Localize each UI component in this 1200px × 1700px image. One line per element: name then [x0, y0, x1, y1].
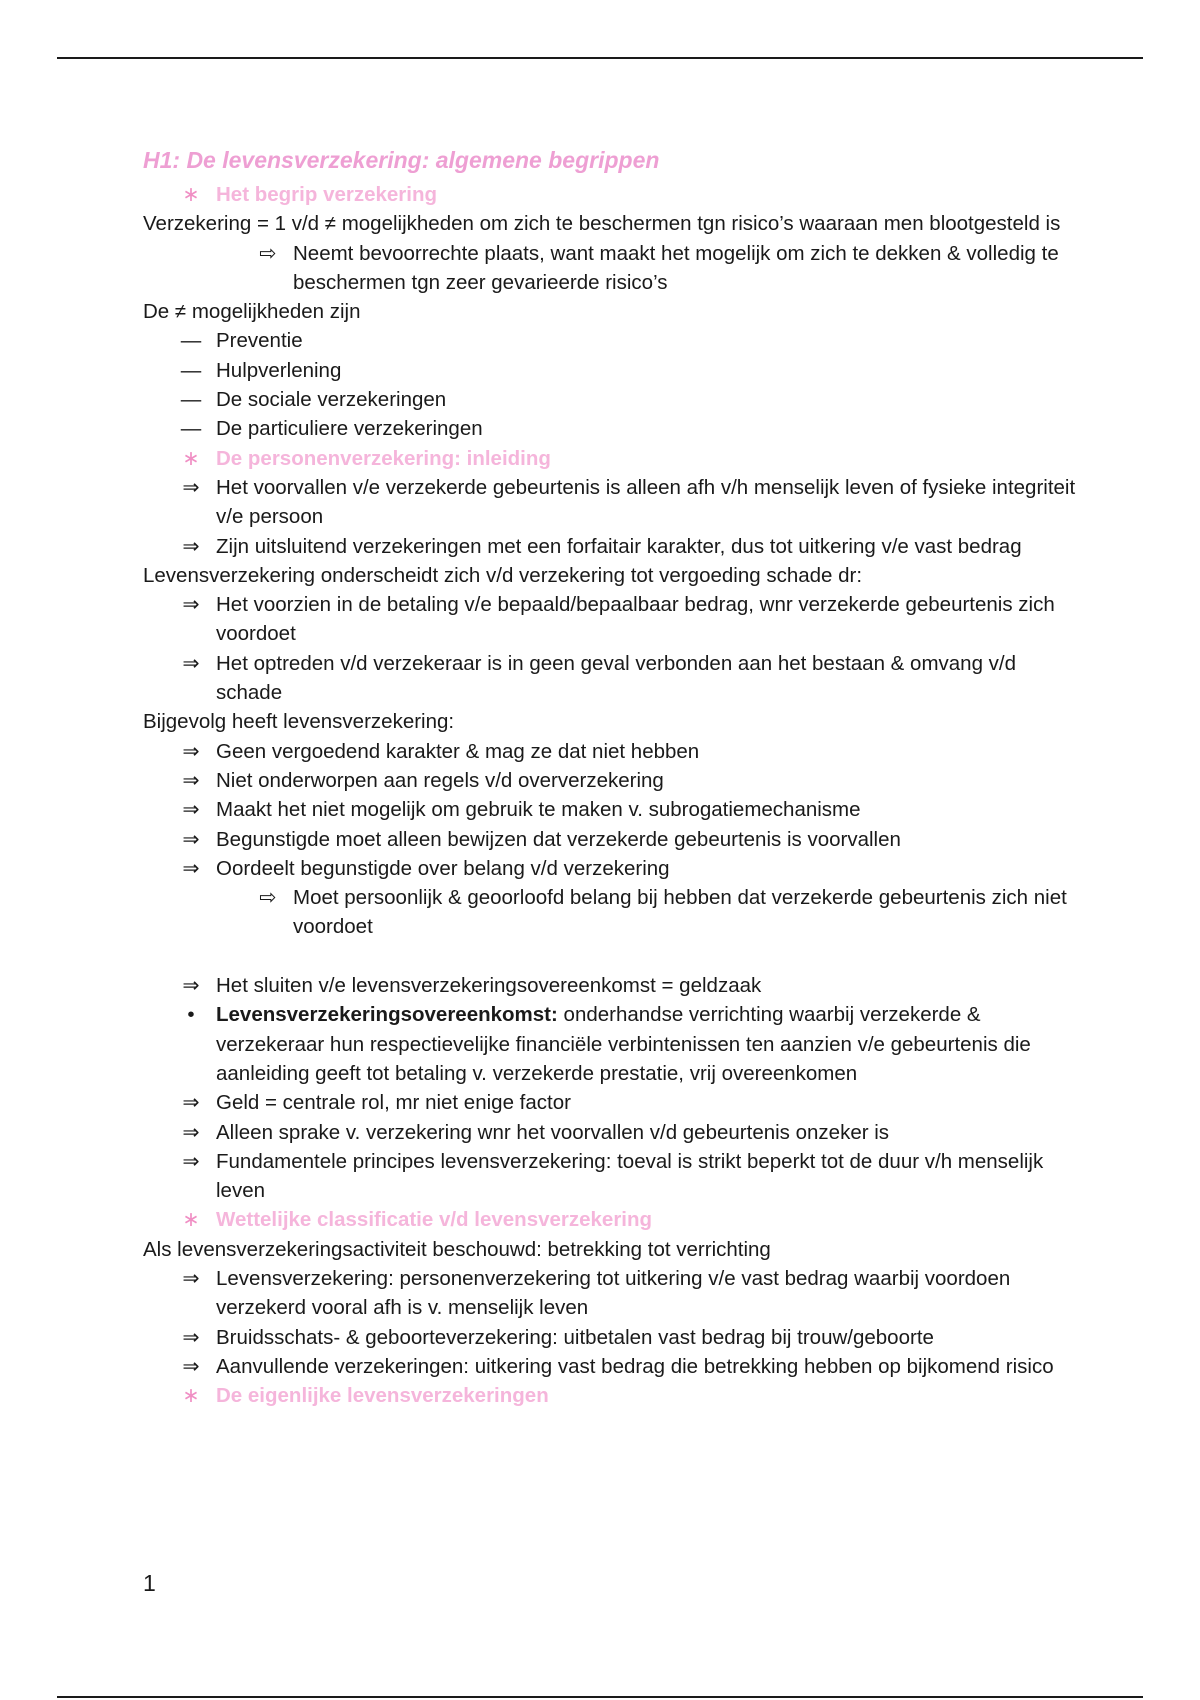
- list-item: ⇒ Niet onderworpen aan regels v/d oververzekering: [143, 766, 1083, 795]
- hollow-arrow-icon: ⇨: [259, 886, 277, 910]
- list-item: ⇒ Bruidsschats- & geboorteverzekering: uitbetalen vast bedrag bij trouw/geboorte: [143, 1323, 1083, 1352]
- arrow-icon: ⇒: [182, 1325, 200, 1349]
- list-item: ⇨ Neemt bevoorrechte plaats, want maakt het mogelijk om zich te dekken & volledig te beschermen tgn zeer gevarieerde risico’s: [143, 239, 1083, 298]
- arrow-icon: ⇒: [182, 1120, 200, 1144]
- arrow-icon: ⇒: [182, 593, 200, 617]
- list-item: ⇨ Moet persoonlijk & geoorloofd belang bij hebben dat verzekerde gebeurtenis zich niet voordoet: [143, 883, 1083, 942]
- list-item: ⇒ Begunstigde moet alleen bewijzen dat verzekerde gebeurtenis is voorvallen: [143, 825, 1083, 854]
- list-item: ⇒ Geld = centrale rol, mr niet enige factor: [143, 1088, 1083, 1117]
- arrow-icon: ⇒: [182, 798, 200, 822]
- paragraph: De ≠ mogelijkheden zijn: [143, 300, 361, 324]
- paragraph: Bijgevolg heeft levensverzekering:: [143, 710, 455, 734]
- dash-icon: —: [180, 388, 202, 412]
- list-item: ⇒ Het voorzien in de betaling v/e bepaald/bepaalbaar bedrag, wnr verzekerde gebeurtenis zich voordoet: [143, 590, 1083, 649]
- bullet-icon: •: [187, 1003, 195, 1027]
- arrow-icon: ⇒: [182, 1091, 200, 1115]
- arrow-icon: ⇒: [182, 739, 200, 763]
- definition-term: Levensverzekeringsovereenkomst:: [216, 1003, 558, 1027]
- arrow-icon: ⇒: [182, 856, 200, 880]
- arrow-icon: ⇒: [182, 651, 200, 675]
- arrow-icon: ⇒: [182, 1354, 200, 1378]
- list-item: — De particuliere verzekeringen: [143, 414, 1083, 443]
- list-item: ⇒ Het sluiten v/e levensverzekeringsovereenkomst = geldzaak: [143, 971, 1083, 1000]
- list-item: ⇒ Aanvullende verzekeringen: uitkering vast bedrag die betrekking hebben op bijkomend risico: [143, 1352, 1083, 1381]
- dash-icon: —: [180, 329, 202, 353]
- hollow-arrow-icon: ⇨: [259, 241, 277, 265]
- star-icon: ∗: [182, 1384, 200, 1408]
- star-icon: ∗: [182, 1208, 200, 1232]
- definition-item: [143, 1000, 1083, 1088]
- page-number: 1: [143, 1570, 156, 1596]
- page-title: H1: De levensverzekering: algemene begrippen: [143, 147, 660, 173]
- paragraph: Levensverzekering onderscheidt zich v/d verzekering tot vergoeding schade dr:: [143, 563, 863, 587]
- subheading-eigenlijke: ∗ De eigenlijke levensverzekeringen: [143, 1381, 1083, 1410]
- arrow-icon: ⇒: [182, 475, 200, 499]
- star-icon: ∗: [182, 446, 200, 470]
- list-item: ⇒ Zijn uitsluitend verzekeringen met een forfaitair karakter, dus tot uitkering v/e vast bedrag: [143, 532, 1083, 561]
- list-item: ⇒ Oordeelt begunstigde over belang v/d verzekering: [143, 854, 1083, 883]
- subheading-het-begrip: ∗ Het begrip verzekering: [143, 180, 1083, 209]
- arrow-icon: ⇒: [182, 827, 200, 851]
- paragraph: Als levensverzekeringsactiviteit beschouwd: betrekking tot verrichting: [143, 1237, 771, 1261]
- arrow-icon: ⇒: [182, 768, 200, 792]
- list-item: ⇒ Geen vergoedend karakter & mag ze dat niet hebben: [143, 737, 1083, 766]
- paragraph: Verzekering = 1 v/d ≠ mogelijkheden om zich te beschermen tgn risico’s waaraan men blootgesteld is: [143, 212, 1061, 236]
- list-item: ⇒ Het voorvallen v/e verzekerde gebeurtenis is alleen afh v/h menselijk leven of fysieke integriteit v/e persoon: [143, 473, 1083, 532]
- list-item: — De sociale verzekeringen: [143, 385, 1083, 414]
- arrow-icon: ⇒: [182, 1149, 200, 1173]
- dash-icon: —: [180, 358, 202, 382]
- list-item: ⇒ Alleen sprake v. verzekering wnr het voorvallen v/d gebeurtenis onzeker is: [143, 1118, 1083, 1147]
- subheading-personenverzekering: ∗ De personenverzekering: inleiding: [143, 444, 1083, 473]
- arrow-icon: ⇒: [182, 534, 200, 558]
- list-item: — Hulpverlening: [143, 356, 1083, 385]
- arrow-icon: ⇒: [182, 974, 200, 998]
- star-icon: ∗: [182, 183, 200, 206]
- list-item: ⇒ Levensverzekering: personenverzekering tot uitkering v/e vast bedrag waarbij voordoen verzekerd vooral afh is v. menselijk leven: [143, 1264, 1083, 1323]
- header-rule: [57, 57, 1143, 59]
- arrow-icon: ⇒: [182, 1266, 200, 1290]
- list-item: ⇒ Maakt het niet mogelijk om gebruik te maken v. subrogatiemechanisme: [143, 795, 1083, 824]
- dash-icon: —: [180, 417, 202, 441]
- subheading-wettelijke-classificatie: ∗ Wettelijke classificatie v/d levensverzekering: [143, 1205, 1083, 1234]
- footer-rule: [57, 1696, 1143, 1698]
- definition-text: onderhandse verrichting waarbij verzekerde & verzekeraar hun respectievelijke financiële verbintenissen ten aanzien v/e gebeurtenis die aanleiding geeft tot betaling v. verzekerde prestatie, vrij overeenkomen: [216, 1003, 1031, 1085]
- list-item: ⇒ Het optreden v/d verzekeraar is in geen geval verbonden aan het bestaan & omvang v/d schade: [143, 649, 1083, 708]
- list-item: ⇒ Fundamentele principes levensverzekering: toeval is strikt beperkt tot de duur v/h menselijk leven: [143, 1147, 1083, 1206]
- document-page: [143, 140, 1083, 1410]
- spacer: [143, 942, 1083, 971]
- list-item: — Preventie: [143, 326, 1083, 355]
